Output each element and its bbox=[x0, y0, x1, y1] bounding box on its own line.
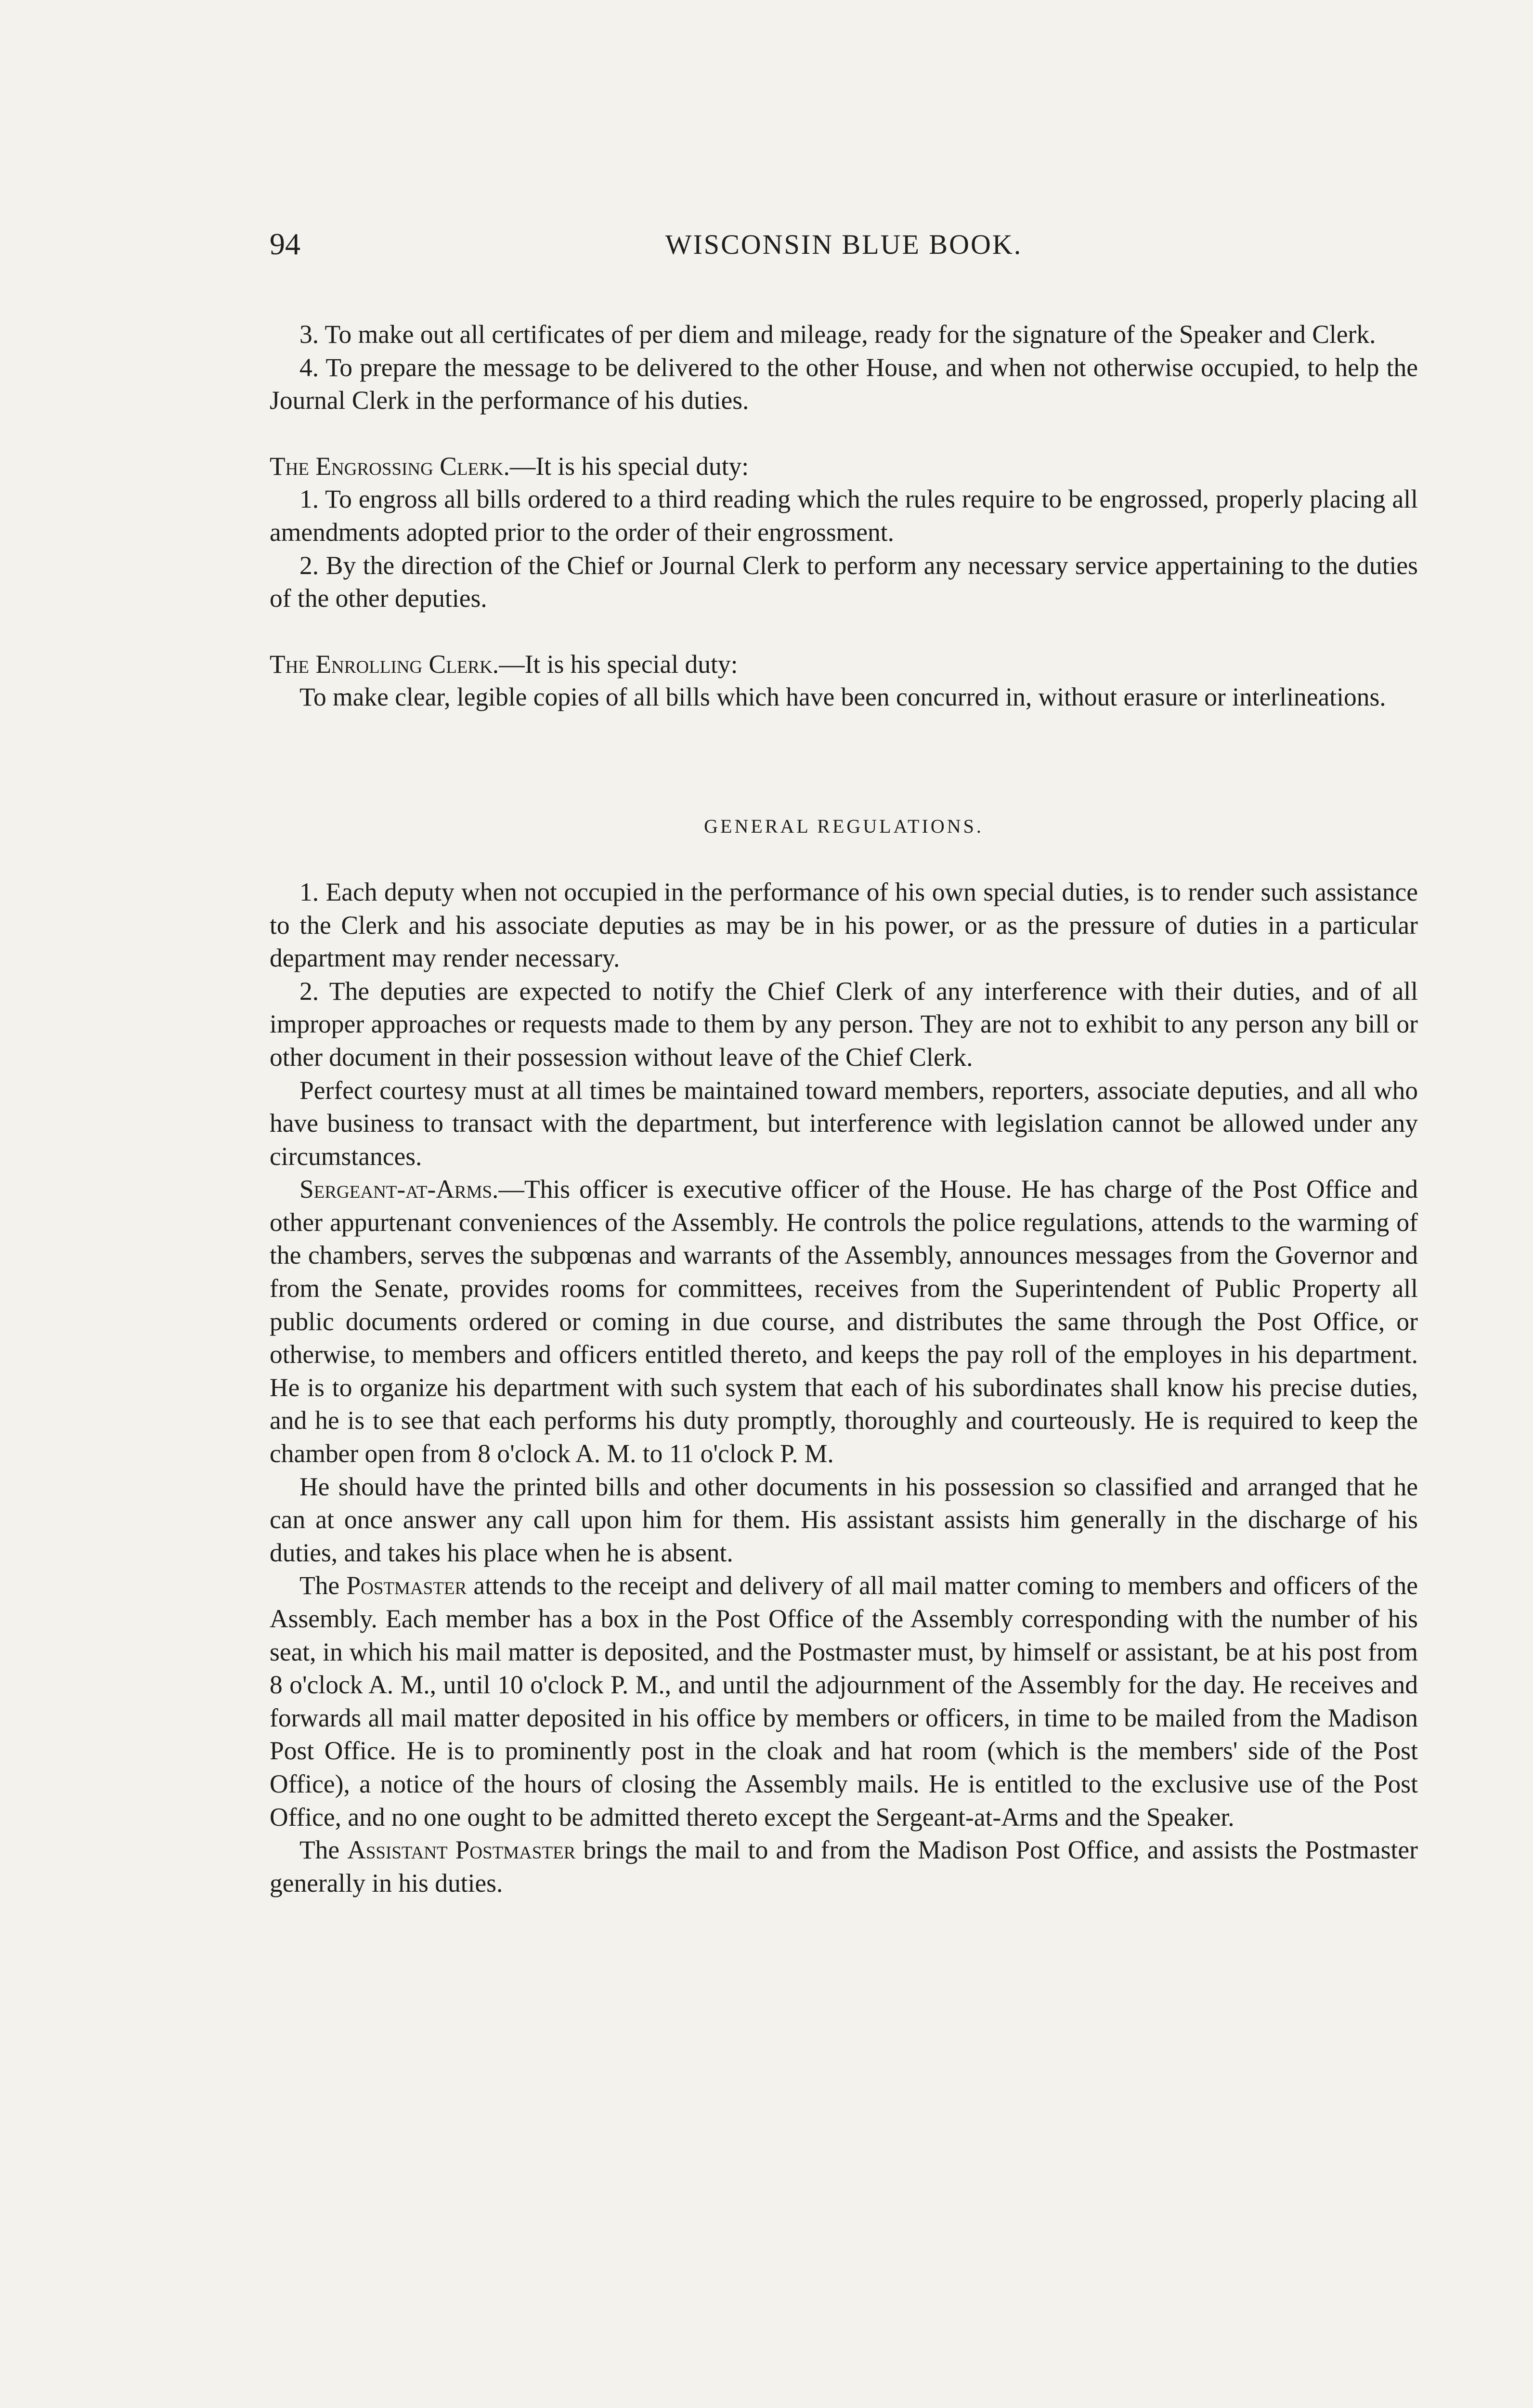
running-head: WISCONSIN BLUE BOOK. bbox=[665, 229, 1023, 260]
engrossing-clerk-intro: —It is his special duty: bbox=[509, 451, 749, 481]
enrolling-clerk-intro: —It is his special duty: bbox=[499, 649, 738, 679]
assistant-postmaster-text: brings the mail to and from the Madison Post Office, and assists the Postmaster generally in his duties. bbox=[270, 1835, 1418, 1898]
enrolling-clerk-heading bbox=[270, 648, 1418, 681]
sergeant-at-arms-paragraph-2: He should have the printed bills and other documents in his possession so classified and arranged that he can at once answer any call upon him for them. His assistant assists him generally in the discharge of his duties, and takes his place when he is absent. bbox=[270, 1472, 1418, 1567]
sergeant-at-arms-paragraph bbox=[270, 1173, 1418, 1470]
sergeant-at-arms-title: Sergeant-at-Arms. bbox=[299, 1175, 499, 1204]
sergeant-at-arms-text: —This officer is executive officer of the House. He has charge of the Post Office and other appurtenant conveniences of the Assembly. He controls the police regulations, attends to the warming of the chambers, serves the subpœnas and warrants of the Assembly, announces messages from the Governor and from the Senate, provides rooms for committees, receives from the Superintendent of Public Property all public documents ordered or coming in due course, and distributes the same through the Post Office, or otherwise, to members and officers entitled thereto, and keeps the pay roll of the employes in his department. He is to organize his department with such system that each of his subordinates shall know his precise duties, and he is to see that each performs his duty promptly, thoroughly and courteously. He is required to keep the chamber open from 8 o'clock A. M. to 11 o'clock P. M. bbox=[270, 1175, 1418, 1468]
enrolling-clerk-title: The Enrolling Clerk. bbox=[270, 649, 499, 679]
regulation-paragraph: 2. The deputies are expected to notify the Chief Clerk of any interference with their duties, and of all improper approaches or requests made to them by any person. They are not to exhibit to any person any bill or other document in their possession without leave of the Chief Clerk. bbox=[270, 976, 1418, 1072]
enrolling-duty-text: To make clear, legible copies of all bills which have been concurred in, without erasure or interlineations. bbox=[299, 682, 1386, 712]
assistant-postmaster-paragraph: The Assistant Postmaster brings the mail to and from the Madison Post Office, and assists the Postmaster generally in his duties. bbox=[270, 1835, 1418, 1898]
engrossing-duty-item: 1. To engross all bills ordered to a third reading which the rules require to be engrossed, properly placing all amendments adopted prior to the order of their engrossment. bbox=[270, 484, 1418, 547]
page-number: 94 bbox=[270, 227, 300, 261]
page-body bbox=[270, 318, 1418, 1899]
postmaster-paragraph: The Postmaster attends to the receipt and delivery of all mail matter coming to members and officers of the Assembly. Each member has a box in the Post Office of the Assembly corresponding with the number of his seat, in which his mail matter is deposited, and the Postmaster must, by himself or assistant, be at his post from 8 o'clock A. M., until 10 o'clock P. M., and until the adjournment of the Assembly for the day. He receives and forwards all mail matter deposited in his office by members or officers, in time to be mailed from the Madison Post Office. He is to prominently post in the cloak and hat room (which is the members' side of the Post Office), a notice of the hours of closing the Assembly mails. He is entitled to the exclusive use of the Post Office, and no one ought to be admitted thereto except the Sergeant-at-Arms and the Speaker. bbox=[270, 1571, 1418, 1832]
engrossing-duty-item: 2. By the direction of the Chief or Journal Clerk to perform any necessary service appertaining to the duties of the other deputies. bbox=[270, 550, 1418, 613]
section-heading: GENERAL REGULATIONS. bbox=[704, 815, 984, 837]
postmaster-text: attends to the receipt and delivery of all mail matter coming to members and officers of the Assembly. Each member has a box in the Post Office of the Assembly corresponding with the number of his seat, in which his mail matter is deposited, and the Postmaster must, by himself or assistant, be at his post from 8 o'clock A. M., until 10 o'clock P. M., and until the adjournment of the Assembly for the day. He receives and forwards all mail matter deposited in his office by members or officers, in time to be mailed from the Madison Post Office. He is to prominently post in the cloak and hat room (which is the members' side of the Post Office), a notice of the hours of closing the Assembly mails. He is entitled to the exclusive use of the Post Office, and no one ought to be admitted thereto except the Sergeant-at-Arms and the Speaker. bbox=[270, 1571, 1418, 1832]
engrossing-clerk-title: The Engrossing Clerk. bbox=[270, 451, 510, 481]
page-header bbox=[270, 226, 1418, 270]
clerk-duty-item: 4. To prepare the message to be delivered to the other House, and when not otherwise occupied, to help the Journal Clerk in the performance of his duties. bbox=[270, 353, 1418, 415]
clerk-duty-item: 3. To make out all certificates of per diem and mileage, ready for the signature of the Speaker and Clerk. bbox=[299, 320, 1376, 349]
postmaster-title: Postmaster bbox=[346, 1571, 467, 1600]
engrossing-clerk-heading bbox=[270, 450, 1418, 483]
regulation-paragraph: 1. Each deputy when not occupied in the performance of his own special duties, is to render such assistance to the Clerk and his associate deputies as may be in his power, or as the pressure of duties in a particular department may render necessary. bbox=[270, 877, 1418, 973]
assistant-postmaster-title: Assistant Postmaster bbox=[347, 1835, 576, 1865]
regulation-paragraph: Perfect courtesy must at all times be maintained toward members, reporters, associate deputies, and all who have business to transact with the department, but interference with legislation cannot be allowed under any circumstances. bbox=[270, 1075, 1418, 1171]
